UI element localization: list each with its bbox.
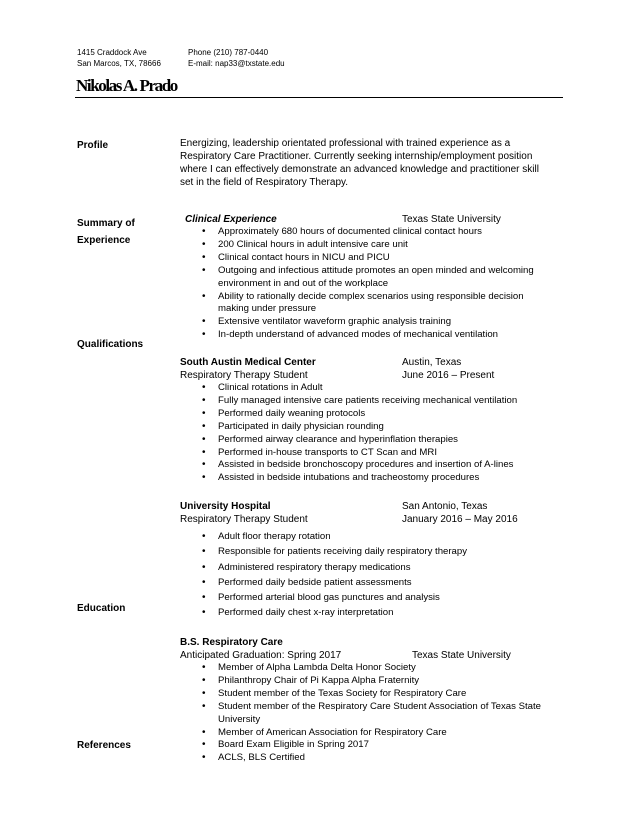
- header-divider: [75, 97, 563, 98]
- job1-subheader-row: [180, 369, 542, 382]
- list-item: • Assisted in bedside bronchoscopy procedures and insertion of A-lines: [180, 459, 542, 472]
- list-item: • Board Exam Eligible in Spring 2017: [180, 739, 542, 752]
- profile-label: Profile: [77, 140, 109, 151]
- list-item: • ACLS, BLS Certified: [180, 752, 542, 765]
- job1-list: [180, 382, 542, 485]
- list-item: • Administered respiratory therapy medications: [180, 560, 542, 575]
- list-item: • Student member of the Texas Society for Respiratory Care: [180, 688, 542, 701]
- education-label: Education: [77, 603, 126, 614]
- list-item: • Clinical rotations in Adult: [180, 382, 542, 395]
- summary-label-line-2: Experience: [77, 235, 131, 246]
- job2-header-row: [180, 500, 542, 513]
- list-item: • Philanthropy Chair of Pi Kappa Alpha Fraternity: [180, 675, 542, 688]
- list-item: • Performed airway clearance and hyperinflation therapies: [180, 434, 542, 447]
- clinical-org: Texas State University: [402, 214, 501, 225]
- job1-location: Austin, Texas: [402, 357, 462, 368]
- list-item: • Approximately 680 hours of documented clinical contact hours: [180, 226, 542, 239]
- job2-section: [180, 500, 542, 621]
- list-item: • Ability to rationally decide complex scenarios using responsible decision making under pressure: [180, 291, 542, 317]
- list-item: • Performed daily weaning protocols: [180, 408, 542, 421]
- job2-subheader-row: [180, 513, 542, 526]
- list-item: • 200 Clinical hours in adult intensive care unit: [180, 239, 542, 252]
- degree-title: B.S. Respiratory Care: [180, 637, 283, 648]
- references-label: References: [77, 740, 131, 751]
- list-item: • Participated in daily physician rounding: [180, 421, 542, 434]
- list-item: • Responsible for patients receiving daily respiratory therapy: [180, 544, 542, 559]
- education-section: [180, 636, 542, 765]
- job2-list: [180, 529, 542, 621]
- summary-label: [77, 215, 135, 249]
- address-line-2: San Marcos, TX, 78666: [77, 59, 161, 68]
- profile-text: Energizing, leadership orientated professional with trained experience as a Respiratory Care Practitioner. Currently seeking internship/employment position where I can effectively demonstrate an advanced knowledge and practitioner skill set in the field of Respiratory Therapy.: [180, 138, 539, 188]
- summary-label-line-1: Summary of: [77, 218, 135, 229]
- education-subheader-row: [180, 649, 542, 662]
- list-item: • Extensive ventilator waveform graphic analysis training: [180, 316, 542, 329]
- list-item: • Member of Alpha Lambda Delta Honor Society: [180, 662, 542, 675]
- graduation-text: Anticipated Graduation: Spring 2017: [180, 650, 342, 661]
- job2-employer: University Hospital: [180, 501, 271, 512]
- job2-dates: January 2016 – May 2016: [402, 514, 518, 525]
- list-item: • Fully managed intensive care patients receiving mechanical ventilation: [180, 395, 542, 408]
- list-item: • Clinical contact hours in NICU and PICU: [180, 252, 542, 265]
- address-line-1: 1415 Craddock Ave: [77, 48, 147, 57]
- job1-header-row: [180, 356, 542, 369]
- list-item: • Performed daily bedside patient assessments: [180, 575, 542, 590]
- education-list: [180, 662, 542, 765]
- list-item: • Outgoing and infectious attitude promotes an open minded and welcoming environment in and out of the workplace: [180, 265, 542, 291]
- job1-section: [180, 356, 542, 485]
- phone-text: Phone (210) 787-0440: [188, 48, 269, 57]
- email-text: E-mail: nap33@txstate.edu: [188, 59, 285, 68]
- qualifications-label: Qualifications: [77, 339, 144, 350]
- list-item: • Student member of the Respiratory Care Student Association of Texas State University: [180, 701, 542, 727]
- address-block: [77, 47, 161, 69]
- candidate-name: Nikolas A. Prado: [76, 76, 177, 95]
- contact-block: [188, 47, 285, 69]
- list-item: • Performed daily chest x-ray interpretation: [180, 605, 542, 620]
- clinical-section: [180, 213, 542, 342]
- clinical-list: [180, 226, 542, 342]
- list-item: • Performed arterial blood gas punctures and analysis: [180, 590, 542, 605]
- list-item: • Member of American Association for Respiratory Care: [180, 727, 542, 740]
- clinical-header-row: [180, 213, 542, 226]
- job1-dates: June 2016 – Present: [402, 370, 495, 381]
- job2-title: Respiratory Therapy Student: [180, 514, 308, 525]
- list-item: • Performed in-house transports to CT Scan and MRI: [180, 447, 542, 460]
- list-item: • Assisted in bedside intubations and tracheostomy procedures: [180, 472, 542, 485]
- list-item: • Adult floor therapy rotation: [180, 529, 542, 544]
- clinical-heading: Clinical Experience: [185, 214, 277, 225]
- job1-employer: South Austin Medical Center: [180, 357, 316, 368]
- school-name: Texas State University: [412, 650, 511, 661]
- job1-title: Respiratory Therapy Student: [180, 370, 308, 381]
- list-item: • In-depth understand of advanced modes of mechanical ventilation: [180, 329, 542, 342]
- job2-location: San Antonio, Texas: [402, 501, 488, 512]
